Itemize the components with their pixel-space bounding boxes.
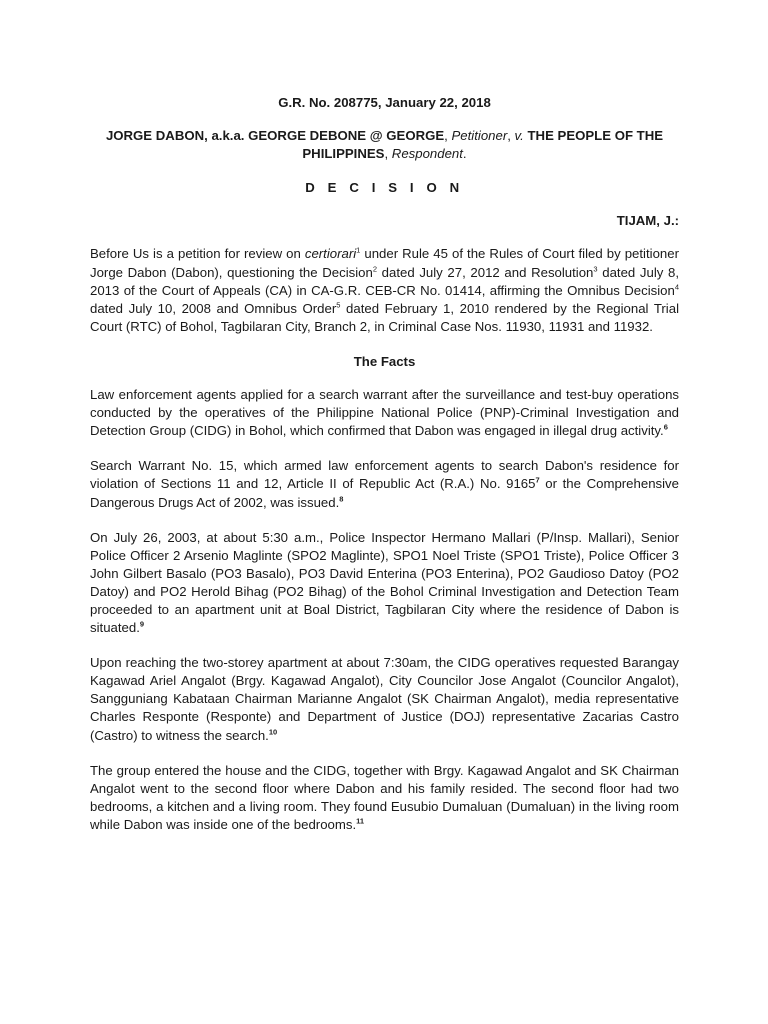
respondent-name-line1: THE PEOPLE OF THE xyxy=(527,128,664,144)
footnote-ref[interactable]: 8 xyxy=(339,494,344,504)
respondent-name-line2: PHILIPPINES xyxy=(302,146,385,162)
para6-text: The group entered the house and the CIDG, together with Brgy. Kagawad Angalot and SK Chairman Angalot went to the second floor where Dabon and his family resided. The second floor had two bedrooms, a kitchen and a living room. They found Eusubio Dumaluan (Dumaluan) in the living room while Dabon was inside one of the bedrooms. xyxy=(90,762,679,832)
versus: v. xyxy=(514,128,524,144)
para3-text-2: or the Comprehensive Dangerous Drugs Act of 2002, was issued. xyxy=(90,476,679,510)
document-body xyxy=(90,94,679,851)
respondent-role: Respondent xyxy=(391,146,463,162)
paragraph-facts-5 xyxy=(90,762,679,834)
para1-certiorari: certiorari xyxy=(304,246,357,262)
para4-text: On July 26, 2003, at about 5:30 a.m., Police Inspector Hermano Mallari (P/Insp. Mallari), Senior Police Officer 2 Arsenio Maglinte (SPO2 Maglinte), SPO1 Noel Triste (SPO1 Triste), Police Officer 3 John Gilbert Basalo (PO3 Basalo), PO3 David Enterina (PO3 Enterina), PO2 Gaudioso Datoy (PO2 Datoy) and PO2 Herold Bihag (PO2 Bihag) of the Bohol Criminal Investigation and Detection Team proceeded to an apartment unit at Boal District, Tagbilaran City where the residence of Dabon is situated. xyxy=(90,529,679,636)
para2-text: Law enforcement agents applied for a search warrant after the surveillance and test-buy operations conducted by the operatives of the Philippine National Police (PNP)-Criminal Investigation and Detection Group (CIDG) in Bohol, which confirmed that Dabon was engaged in illegal drug activity. xyxy=(90,387,679,439)
para1-text-5: dated July 10, 2008 and Omnibus Order xyxy=(90,300,337,316)
footnote-ref[interactable]: 3 xyxy=(593,264,598,274)
paragraph-facts-1 xyxy=(90,386,679,440)
footnote-ref[interactable]: 1 xyxy=(356,246,361,256)
footnote-ref[interactable]: 10 xyxy=(268,727,278,737)
footnote-ref[interactable]: 6 xyxy=(663,422,668,432)
petitioner-name: JORGE DABON, a.k.a. GEORGE DEBONE @ GEORGE xyxy=(105,128,445,144)
decision-title: D E C I S I O N xyxy=(305,180,464,196)
para5-text: Upon reaching the two-storey apartment at about 7:30am, the CIDG operatives requested Barangay Kagawad Ariel Angalot (Brgy. Kagawad Angalot), City Councilor Jose Angalot (Councilor Angalot), Sangguniang Kabataan Chairman Marianne Angalot (SK Chairman Angalot), media representative Charles Responte (Responte) and Department of Justice (DOJ) representative Zacarias Castro (Castro) to witness the search. xyxy=(90,655,679,743)
case-number: G.R. No. 208775, January 22, 2018 xyxy=(278,95,491,110)
ponente: TIJAM, J.: xyxy=(616,213,679,229)
facts-heading: The Facts xyxy=(353,353,416,369)
para1-text-1: Before Us is a petition for review on xyxy=(90,246,305,262)
paragraph-facts-4 xyxy=(90,654,679,744)
petitioner-role: Petitioner xyxy=(451,128,508,144)
para1-text-2: under Rule 45 of the Rules of Court filed by petitioner Jorge Dabon (Dabon), questioning the Decision xyxy=(90,246,679,280)
para1-text-6: dated February 1, 2010 rendered by the Regional Trial Court (RTC) of Bohol, Tagbilaran City, Branch 2, in Criminal Case Nos. 11930, 11931 and 11932. xyxy=(90,300,679,334)
paragraph-facts-3 xyxy=(90,529,679,638)
footnote-ref[interactable]: 2 xyxy=(372,264,377,274)
footnote-ref[interactable]: 5 xyxy=(336,300,341,310)
paragraph-intro xyxy=(90,245,679,335)
footnote-ref[interactable]: 7 xyxy=(535,476,540,486)
case-parties: JORGE DABON, a.k.a. GEORGE DEBONE @ GEORGE, Petitioner, v. THE PEOPLE OF THE PHILIPPINES, Respondent. xyxy=(105,128,664,162)
footnote-ref[interactable]: 4 xyxy=(674,282,679,292)
footnote-ref[interactable]: 9 xyxy=(139,619,145,629)
paragraph-facts-2 xyxy=(90,457,679,511)
footnote-ref[interactable]: 11 xyxy=(356,816,365,826)
para3-text-1: Search Warrant No. 15, which armed law enforcement agents to search Dabon's residence for violation of Sections 11 and 12, Article II of Republic Act (R.A.) No. 9165 xyxy=(90,458,679,492)
para1-text-3: dated July 27, 2012 and Resolution xyxy=(377,264,594,280)
para1-text-4: dated July 8, 2013 of the Court of Appeals (CA) in CA-G.R. CEB-CR No. 01414, affirming the Omnibus Decision xyxy=(90,264,680,298)
